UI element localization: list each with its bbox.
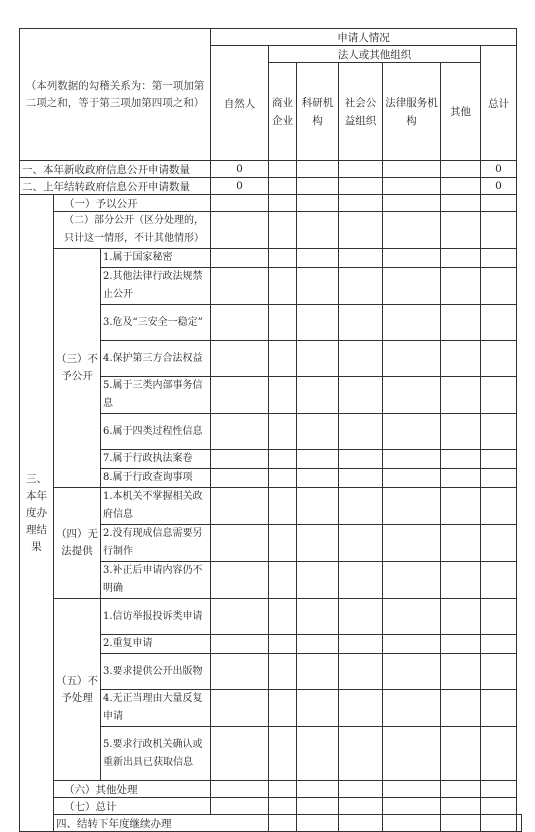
row2-total: 0 — [481, 178, 517, 195]
header-applicant-situation: 申请人情况 — [211, 29, 517, 46]
cell — [269, 798, 297, 815]
cell — [383, 268, 441, 305]
row4-label: 四、结转下年度继续办理 — [54, 815, 269, 832]
cell — [339, 635, 383, 654]
cell — [383, 161, 441, 178]
cell — [481, 727, 517, 781]
cell — [211, 305, 269, 341]
cell — [211, 414, 269, 450]
cell — [441, 195, 481, 212]
cell — [383, 525, 441, 562]
cell — [297, 727, 339, 781]
cell — [383, 341, 441, 377]
item1-label: （一）予以公开 — [54, 195, 211, 212]
cell — [297, 815, 339, 832]
cell — [269, 341, 297, 377]
cell — [383, 488, 441, 525]
cell — [211, 798, 269, 815]
cell — [339, 562, 383, 599]
cell — [383, 798, 441, 815]
cell — [441, 305, 481, 341]
cell — [481, 525, 517, 562]
cell — [297, 469, 339, 488]
cell — [441, 178, 481, 195]
cell — [339, 377, 383, 414]
cell — [269, 690, 297, 727]
cell — [441, 798, 481, 815]
item4-sub-3: 3.补正后申请内容仍不明确 — [101, 562, 211, 599]
cell — [383, 469, 441, 488]
cell — [481, 268, 517, 305]
cell — [481, 341, 517, 377]
item3-sub-5: 5.属于三类内部事务信息 — [101, 377, 211, 414]
cell — [481, 654, 517, 690]
cell — [269, 305, 297, 341]
cell — [339, 654, 383, 690]
cell — [339, 341, 383, 377]
item3-sub-6: 6.属于四类过程性信息 — [101, 414, 211, 450]
statistics-table — [19, 28, 522, 832]
cell — [481, 488, 517, 525]
cell — [297, 781, 339, 798]
cell — [517, 815, 522, 832]
row1-natural: 0 — [211, 161, 269, 178]
col-legal-service: 法律服务机构 — [383, 63, 441, 161]
cell — [339, 690, 383, 727]
cell — [339, 599, 383, 635]
cell — [481, 212, 517, 249]
cell — [269, 654, 297, 690]
cell — [383, 690, 441, 727]
col-other: 其他 — [441, 63, 481, 161]
cell — [383, 178, 441, 195]
cell — [383, 414, 441, 450]
cell — [441, 469, 481, 488]
cell — [481, 798, 517, 815]
item3-sub-4: 4.保护第三方合法权益 — [101, 341, 211, 377]
cell — [297, 305, 339, 341]
cell — [441, 414, 481, 450]
cell — [269, 635, 297, 654]
cell — [441, 268, 481, 305]
cell — [211, 599, 269, 635]
cell — [269, 562, 297, 599]
cell — [339, 450, 383, 469]
cell — [269, 488, 297, 525]
cell — [441, 599, 481, 635]
cell — [383, 815, 441, 832]
cell — [481, 377, 517, 414]
cell — [297, 178, 339, 195]
cell — [269, 525, 297, 562]
cell — [441, 562, 481, 599]
cell — [297, 562, 339, 599]
cell — [339, 815, 383, 832]
item5-sub-2: 2.重复申请 — [101, 635, 211, 654]
item5-sub-3: 3.要求提供公开出版物 — [101, 654, 211, 690]
cell — [383, 212, 441, 249]
cell — [339, 727, 383, 781]
cell — [481, 305, 517, 341]
cell — [297, 414, 339, 450]
cell — [269, 178, 297, 195]
cell — [441, 690, 481, 727]
cell — [383, 249, 441, 268]
cell — [441, 450, 481, 469]
cell — [339, 525, 383, 562]
item5-sub-1: 1.信访举报投诉类申请 — [101, 599, 211, 635]
row2-natural: 0 — [211, 178, 269, 195]
cell — [441, 727, 481, 781]
cell — [211, 488, 269, 525]
cell — [211, 635, 269, 654]
item3-label: （三）不予公开 — [54, 249, 101, 488]
item3-sub-1: 1.属于国家秘密 — [101, 249, 211, 268]
cell — [269, 414, 297, 450]
cell — [297, 654, 339, 690]
cell — [211, 195, 269, 212]
col-research: 科研机构 — [297, 63, 339, 161]
cell — [339, 195, 383, 212]
cell — [441, 161, 481, 178]
item7-label: （七）总计 — [54, 798, 211, 815]
cell — [481, 599, 517, 635]
cell — [269, 161, 297, 178]
cell — [383, 635, 441, 654]
cell — [297, 690, 339, 727]
header-legal-persons: 法人或其他组织 — [269, 46, 481, 63]
cell — [269, 212, 297, 249]
item3-sub-2: 2.其他法律行政法规禁止公开 — [101, 268, 211, 305]
row1-label: 一、本年新收政府信息公开申请数量 — [20, 161, 211, 178]
cell — [383, 195, 441, 212]
cell — [297, 212, 339, 249]
cell — [383, 562, 441, 599]
cell — [383, 781, 441, 798]
row1-total: 0 — [481, 161, 517, 178]
cell — [297, 341, 339, 377]
cell — [339, 161, 383, 178]
cell — [269, 268, 297, 305]
cell — [441, 815, 481, 832]
cell — [297, 377, 339, 414]
cell — [481, 469, 517, 488]
cell — [481, 635, 517, 654]
cell — [211, 727, 269, 781]
cell — [441, 654, 481, 690]
cell — [441, 488, 481, 525]
cell — [211, 268, 269, 305]
cell — [481, 781, 517, 798]
item5-label: （五）不予处理 — [54, 599, 101, 781]
cell — [383, 450, 441, 469]
cell — [211, 525, 269, 562]
cell — [481, 195, 517, 212]
cell — [339, 781, 383, 798]
cell — [383, 599, 441, 635]
cell — [383, 377, 441, 414]
item5-sub-5: 5.要求行政机关确认或重新出具已获取信息 — [101, 727, 211, 781]
cell — [481, 562, 517, 599]
cell — [269, 249, 297, 268]
cell — [339, 268, 383, 305]
row2-label: 二、上年结转政府信息公开申请数量 — [20, 178, 211, 195]
cell — [441, 781, 481, 798]
cell — [297, 161, 339, 178]
item4-sub-1: 1.本机关不掌握相关政府信息 — [101, 488, 211, 525]
header-note: （本列数据的勾稽关系为：第一项加第二项之和，等于第三项加第四项之和） — [20, 29, 211, 161]
cell — [339, 212, 383, 249]
cell — [441, 635, 481, 654]
item4-label: （四）无法提供 — [54, 488, 101, 599]
cell — [211, 450, 269, 469]
item3-sub-8: 8.属于行政查询事项 — [101, 469, 211, 488]
cell — [269, 377, 297, 414]
cell — [211, 690, 269, 727]
cell — [383, 305, 441, 341]
cell — [481, 414, 517, 450]
cell — [297, 599, 339, 635]
cell — [269, 195, 297, 212]
item3-sub-7: 7.属于行政执法案卷 — [101, 450, 211, 469]
cell — [383, 654, 441, 690]
cell — [297, 525, 339, 562]
col-natural-person: 自然人 — [211, 46, 269, 161]
item3-sub-3: 3.危及“三安全一稳定” — [101, 305, 211, 341]
cell — [269, 450, 297, 469]
col-total: 总计 — [481, 46, 517, 161]
cell — [441, 212, 481, 249]
cell — [481, 450, 517, 469]
cell — [339, 178, 383, 195]
item5-sub-4: 4.无正当理由大量反复申请 — [101, 690, 211, 727]
cell — [481, 249, 517, 268]
cell — [339, 414, 383, 450]
cell — [339, 305, 383, 341]
cell — [211, 341, 269, 377]
cell — [441, 341, 481, 377]
cell — [339, 469, 383, 488]
cell — [481, 815, 517, 832]
cell — [211, 212, 269, 249]
cell — [297, 195, 339, 212]
cell — [269, 727, 297, 781]
cell — [383, 727, 441, 781]
cell — [297, 635, 339, 654]
cell — [297, 488, 339, 525]
cell — [441, 249, 481, 268]
cell — [211, 781, 269, 798]
cell — [269, 469, 297, 488]
cell — [269, 781, 297, 798]
col-commercial: 商业企业 — [269, 63, 297, 161]
item6-label: （六）其他处理 — [54, 781, 211, 798]
cell — [339, 249, 383, 268]
cell — [211, 469, 269, 488]
cell — [211, 654, 269, 690]
cell — [297, 249, 339, 268]
cell — [211, 249, 269, 268]
section3-label: 三、本年度办理结果 — [20, 195, 54, 832]
cell — [441, 525, 481, 562]
item2-label: （二）部分公开（区分处理的，只计这一情形，不计其他情形） — [54, 212, 211, 249]
cell — [481, 690, 517, 727]
item4-sub-2: 2.没有现成信息需要另行制作 — [101, 525, 211, 562]
cell — [269, 599, 297, 635]
cell — [211, 562, 269, 599]
cell — [269, 815, 297, 832]
cell — [297, 798, 339, 815]
cell — [297, 450, 339, 469]
cell — [297, 268, 339, 305]
col-public-welfare: 社会公益组织 — [339, 63, 383, 161]
cell — [339, 798, 383, 815]
cell — [441, 377, 481, 414]
cell — [339, 488, 383, 525]
cell — [211, 377, 269, 414]
